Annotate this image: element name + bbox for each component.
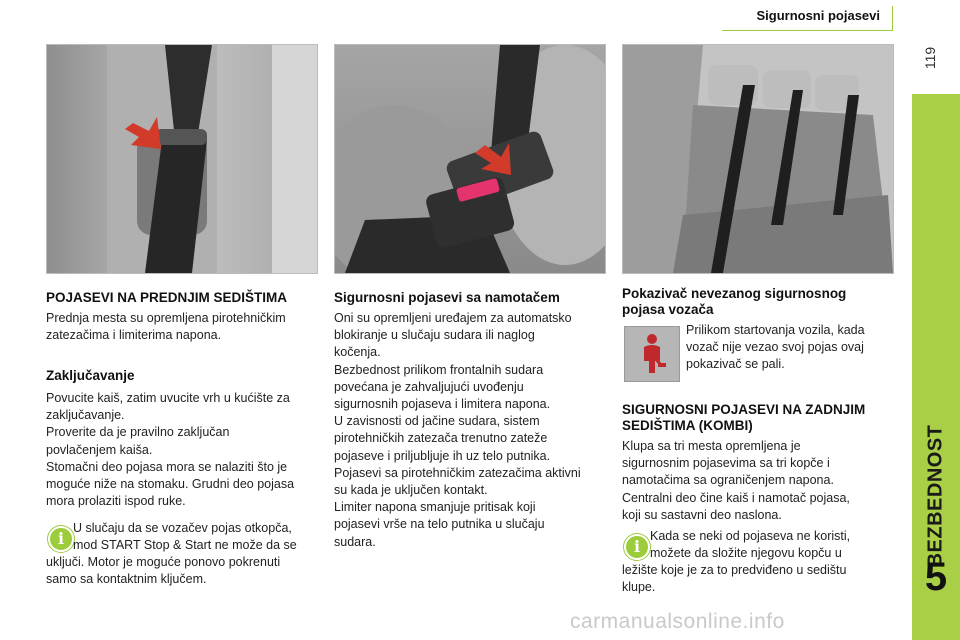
locking-heading: Zaključavanje bbox=[46, 368, 135, 383]
seatbelt-warning-icon bbox=[624, 326, 680, 382]
section-title: Sigurnosni pojasevi bbox=[756, 8, 880, 23]
photo-front-seatbelt bbox=[46, 44, 318, 274]
rear-seats-heading: SIGURNOSNI POJASEVI NA ZADNJIM SEDIŠTIMA (KOMBI) bbox=[622, 402, 866, 433]
driver-belt-note-start: U slučaju da se vozačev pojas otkopča, mod START Stop & Start ne može da se bbox=[73, 521, 297, 553]
chapter-number: 5 bbox=[924, 555, 948, 599]
driver-belt-note-end: uključi. Motor je moguće ponovo pokrenuti samo sa kontaktnim ključem. bbox=[46, 555, 281, 587]
photo-seatbelt-buckle bbox=[334, 44, 606, 274]
retractor-belts-body: Oni su opremljeni uređajem za automatsko blokiranje u slučaju sudara ili naglog kočenja. Bezbednost prilikom frontalnih sudara povećana je zahvaljujući uvođenju sigurnosnih pojaseva i limitera napona. U zavisnosti od jačine sudara, sistem pirotehničkih zatezača trenutno zateže pojaseve i priljubljuje ih uz telo putnika. Pojasevi sa pirotehničkim zatezačima aktivni su kada je uključen kontakt. Limiter napona smanjuje pritisak koji pojasevi vrše na telo putnika u slučaju sudara. bbox=[334, 311, 581, 549]
unfastened-indicator-text: Prilikom startovanja vozila, kada vozač nije vezao svoj pojas ovaj pokazivač se pali. bbox=[686, 323, 865, 372]
retractor-belts-heading: Sigurnosni pojasevi sa namotačem bbox=[334, 290, 560, 305]
unfastened-indicator-heading: Pokazivač nevezanog sigurnosnog pojasa vozača bbox=[622, 286, 847, 317]
chapter-label: BEZBEDNOST bbox=[924, 424, 947, 568]
front-seats-intro: Prednja mesta su opremljena pirotehničkim zatezačima i limiterima napona. bbox=[46, 311, 286, 343]
watermark: carmanualsonline.info bbox=[570, 610, 785, 633]
photo-rear-bench bbox=[622, 44, 894, 274]
page-number: 119 bbox=[922, 46, 938, 70]
rear-belt-note-end: ležište koje je za to predviđeno u sedištu klupe. bbox=[622, 563, 847, 595]
locking-body: Povucite kaiš, zatim uvucite vrh u kućište za zaključavanje. Proverite da je pravilno zaključan povlačenjem kaiša. Stomačni deo pojasa mora se nalaziti što je moguće niže na stomaku. Grudni deo pojasa mora prolaziti ispod ruke. bbox=[46, 391, 295, 509]
front-seats-heading: POJASEVI NA PREDNJIM SEDIŠTIMA bbox=[46, 290, 288, 305]
info-icon: i bbox=[48, 526, 74, 552]
info-icon: i bbox=[624, 534, 650, 560]
rear-belt-note-start: Kada se neki od pojaseva ne koristi, možete da složite njegovu kopču u bbox=[650, 529, 851, 561]
rear-seats-body: Klupa sa tri mesta opremljena je sigurnosnim pojasevima sa tri kopče i namotačima sa ograničenjem napona. Centralni deo čine kaiš i namotač pojasa, koji su sastavni deo naslona. bbox=[622, 439, 850, 522]
